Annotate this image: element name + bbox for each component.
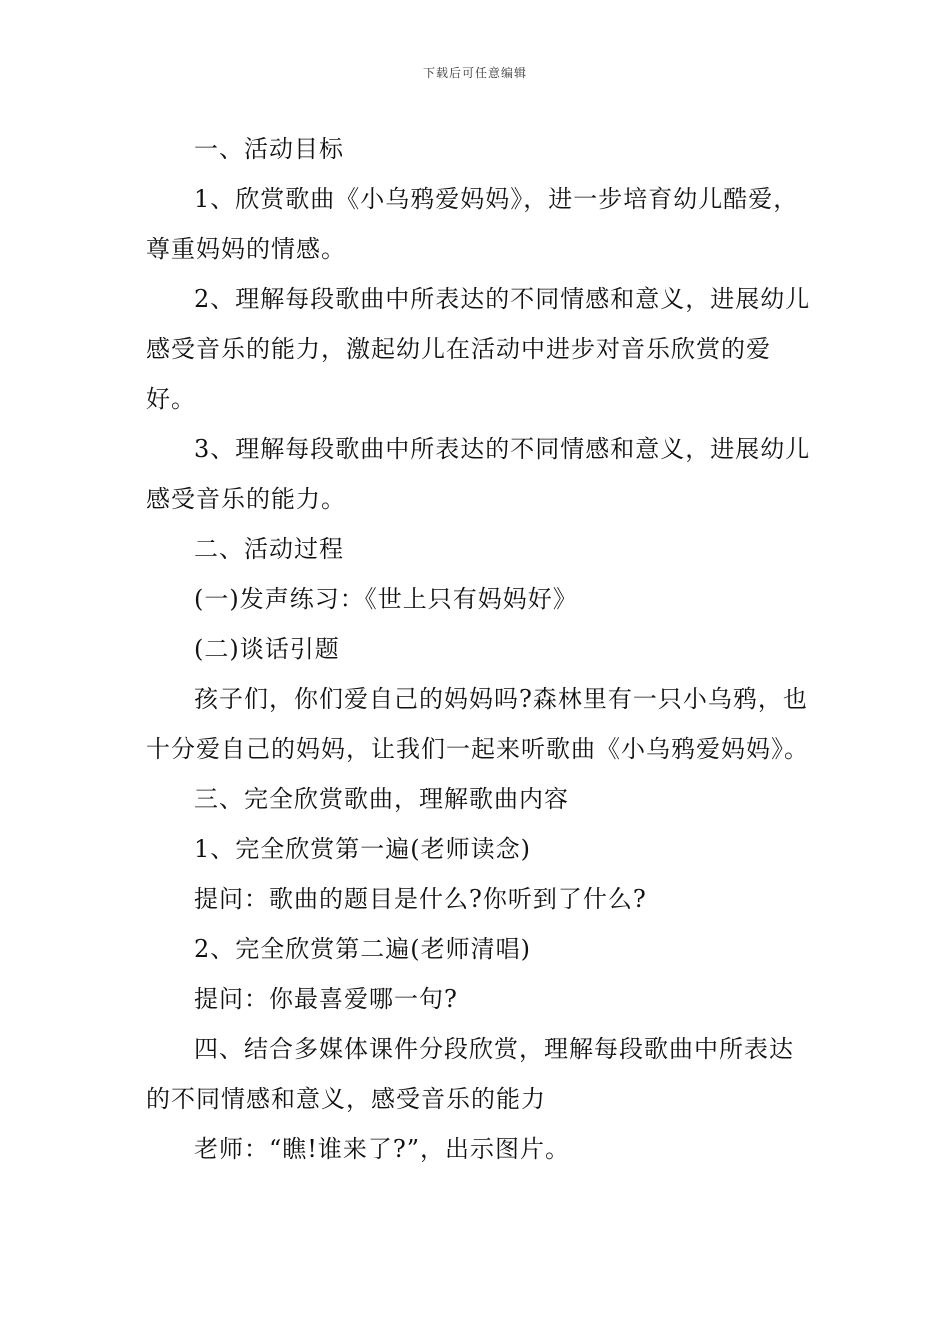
section-heading-appreciate: 三、完全欣赏歌曲，理解歌曲内容 (194, 785, 569, 813)
appreciate-first: 1、完全欣赏第一遍(老师读念) (194, 835, 531, 863)
section-heading-multimedia: 四、结合多媒体课件分段欣赏，理解每段歌曲中所表达的不同情感和意义，感受音乐的能力 (146, 1035, 794, 1113)
goal-item-2: 2、理解每段歌曲中所表达的不同情感和意义，进展幼儿感受音乐的能力，激起幼儿在活动中进步对音乐欣赏的爱好。 (146, 285, 811, 413)
question-2: 提问：你最喜爱哪一句? (194, 985, 458, 1013)
section-heading-goals: 一、活动目标 (194, 135, 344, 163)
document-body (146, 124, 814, 1174)
process-step-vocal: (一)发声练习：《世上只有妈妈好》 (194, 585, 578, 613)
section-heading-process: 二、活动过程 (194, 535, 344, 563)
goal-item-1: 1、欣赏歌曲《小乌鸦爱妈妈》，进一步培育幼儿酷爱，尊重妈妈的情感。 (146, 185, 799, 263)
talk-paragraph: 孩子们，你们爱自己的妈妈吗?森林里有一只小乌鸦，也十分爱自己的妈妈，让我们一起来听歌曲《小乌鸦爱妈妈》。 (146, 685, 809, 763)
appreciate-second: 2、完全欣赏第二遍(老师清唱) (194, 935, 531, 963)
teacher-line: 老师：“瞧!谁来了?”，出示图片。 (194, 1135, 571, 1163)
page-header-note: 下载后可任意编辑 (422, 66, 527, 80)
process-step-talk: (二)谈话引题 (194, 635, 340, 663)
question-1: 提问：歌曲的题目是什么?你听到了什么? (194, 885, 647, 913)
goal-item-3: 3、理解每段歌曲中所表达的不同情感和意义，进展幼儿感受音乐的能力。 (146, 435, 811, 513)
